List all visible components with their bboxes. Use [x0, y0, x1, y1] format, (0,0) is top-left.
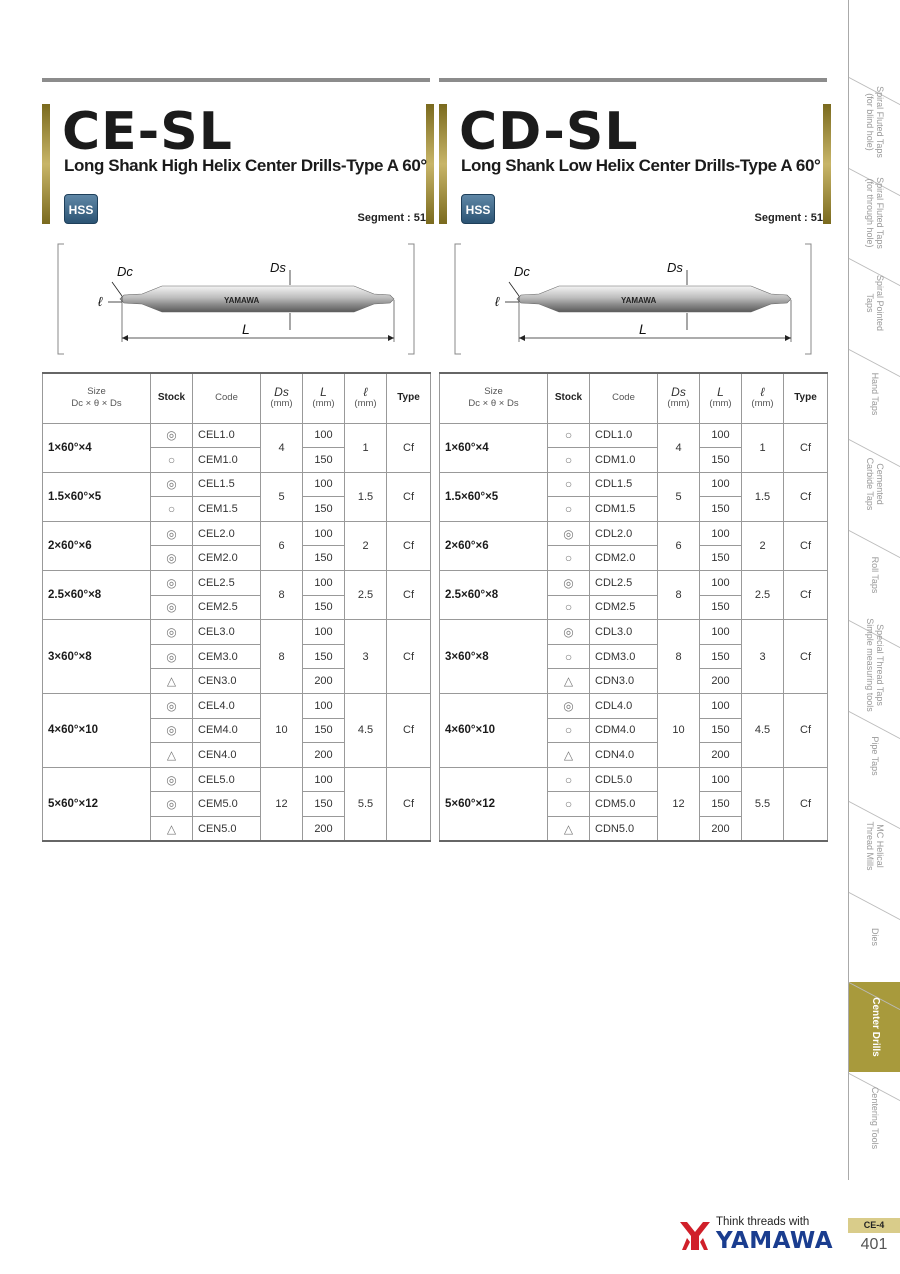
table-row [440, 472, 828, 497]
tab-special-thread-taps[interactable] [849, 620, 900, 710]
code-cell: CDN5.0 [590, 817, 658, 842]
code-cell: CEL1.0 [193, 423, 261, 448]
gold-accent-bar [439, 104, 447, 224]
length-cell: 200 [700, 817, 742, 842]
tab-label [870, 997, 880, 1056]
drill-brand-mark: YAMAWA [621, 296, 657, 305]
stock-cell: ◎ [151, 644, 193, 669]
table-row [440, 423, 828, 448]
length-cell: 150 [700, 595, 742, 620]
category-tabs [848, 0, 900, 1180]
drill-diagram [42, 240, 430, 364]
tab-label-main: Pipe Taps [870, 735, 880, 776]
flute-length-cell: 1.5 [345, 472, 387, 521]
stock-cell: ○ [548, 423, 590, 448]
type-cell: Cf [387, 694, 431, 768]
stock-cell: ◎ [548, 571, 590, 596]
flute-length-cell: 3 [345, 620, 387, 694]
code-cell: CEL3.0 [193, 620, 261, 645]
size-cell: 2×60°×6 [440, 521, 548, 570]
ds-cell: 4 [261, 423, 303, 472]
stock-cell: △ [548, 743, 590, 768]
tab-center-drills[interactable] [849, 982, 900, 1072]
l-big-label: L [242, 321, 250, 337]
tab-label-main: Spiral Fluted Taps [875, 86, 885, 158]
ds-cell: 5 [261, 472, 303, 521]
table-header-row [440, 373, 828, 423]
length-cell: 150 [303, 595, 345, 620]
length-cell: 100 [700, 571, 742, 596]
stock-cell: ○ [548, 448, 590, 473]
size-cell: 2×60°×6 [43, 521, 151, 570]
tab-label [870, 556, 880, 593]
flute-length-cell: 1 [742, 423, 784, 472]
col-stock: Stock [548, 373, 590, 423]
size-cell: 1×60°×4 [440, 423, 548, 472]
tab-cemented[interactable] [849, 439, 900, 529]
product-title: CE-SL [62, 102, 233, 162]
stock-cell: ◎ [151, 423, 193, 448]
size-cell: 5×60°×12 [440, 767, 548, 841]
ds-cell: 10 [658, 694, 700, 768]
stock-cell: ○ [548, 644, 590, 669]
stock-cell: ◎ [151, 571, 193, 596]
type-cell: Cf [387, 620, 431, 694]
tab-label-sub: Thread Mills [865, 821, 875, 871]
cd-sl-spec-table [439, 372, 828, 842]
tab-label-main: MC Helical [875, 824, 885, 868]
length-cell: 100 [303, 472, 345, 497]
code-cell: CDM5.0 [590, 792, 658, 817]
col-ds: Ds (mm) [261, 373, 303, 423]
table-row [43, 472, 431, 497]
hss-badge: HSS [64, 194, 98, 224]
code-cell: CEL2.5 [193, 571, 261, 596]
tab-label-sub: Simple measuring tools [865, 618, 875, 712]
length-cell: 100 [303, 694, 345, 719]
size-cell: 4×60°×10 [440, 694, 548, 768]
type-cell: Cf [784, 620, 828, 694]
ds-cell: 6 [261, 521, 303, 570]
length-cell: 150 [700, 497, 742, 522]
stock-cell: ○ [151, 448, 193, 473]
tab-label [870, 736, 880, 775]
table-row [43, 423, 431, 448]
tab-label [870, 1086, 880, 1148]
col-stock: Stock [151, 373, 193, 423]
tab-label-sub: (for through hole) [865, 177, 875, 248]
code-cell: CEN3.0 [193, 669, 261, 694]
col-size: Size Dc × θ × Ds [440, 373, 548, 423]
stock-cell: ○ [548, 497, 590, 522]
length-cell: 150 [700, 546, 742, 571]
ds-cell: 8 [658, 571, 700, 620]
ds-cell: 8 [261, 571, 303, 620]
l-big-label: L [639, 321, 647, 337]
length-cell: 150 [700, 718, 742, 743]
code-cell: CDL5.0 [590, 767, 658, 792]
gold-accent-bar [823, 104, 831, 224]
col-code: Code [193, 373, 261, 423]
length-cell: 100 [303, 571, 345, 596]
code-cell: CDM2.0 [590, 546, 658, 571]
col-length: L (mm) [303, 373, 345, 423]
length-cell: 200 [700, 669, 742, 694]
size-cell: 3×60°×8 [43, 620, 151, 694]
code-cell: CEL4.0 [193, 694, 261, 719]
length-cell: 100 [700, 620, 742, 645]
tab-label-main: Centering Tools [870, 1086, 880, 1149]
flute-length-cell: 4.5 [742, 694, 784, 768]
size-cell: 5×60°×12 [43, 767, 151, 841]
flute-length-cell: 4.5 [345, 694, 387, 768]
flute-length-cell: 1.5 [742, 472, 784, 521]
stock-cell: ◎ [151, 718, 193, 743]
length-cell: 150 [700, 792, 742, 817]
tab-label [865, 177, 885, 249]
table-row [440, 694, 828, 719]
ds-label: Ds [270, 260, 286, 275]
tab-divider [849, 530, 900, 559]
length-cell: 150 [303, 718, 345, 743]
col-flute-length: ℓ (mm) [345, 373, 387, 423]
code-cell: CEM4.0 [193, 718, 261, 743]
col-type: Type [387, 373, 431, 423]
l-small-label: ℓ [98, 294, 103, 309]
stock-cell: ◎ [151, 595, 193, 620]
code-cell: CEM2.5 [193, 595, 261, 620]
length-cell: 200 [303, 669, 345, 694]
table-row [43, 694, 431, 719]
stock-cell: ◎ [548, 620, 590, 645]
tab-label-main: Center Drills [870, 997, 881, 1057]
tab-hand-taps[interactable] [849, 349, 900, 439]
col-length: L (mm) [700, 373, 742, 423]
stock-cell: ○ [548, 546, 590, 571]
type-cell: Cf [387, 571, 431, 620]
flute-length-cell: 2 [345, 521, 387, 570]
code-cell: CEM1.5 [193, 497, 261, 522]
segment-label: Segment : 51 [357, 212, 426, 224]
length-cell: 200 [700, 743, 742, 768]
tab-label-sub: (for blind hole) [865, 93, 875, 151]
length-cell: 100 [303, 423, 345, 448]
tab-label [870, 372, 880, 415]
code-cell: CEL2.0 [193, 521, 261, 546]
code-cell: CDL3.0 [590, 620, 658, 645]
tab-label [870, 927, 880, 945]
tab-label-main: Dies [870, 927, 880, 946]
tab-label [865, 618, 885, 712]
length-cell: 100 [700, 694, 742, 719]
code-cell: CEM1.0 [193, 448, 261, 473]
length-cell: 100 [700, 423, 742, 448]
ds-cell: 12 [261, 767, 303, 841]
size-cell: 1.5×60°×5 [440, 472, 548, 521]
type-cell: Cf [784, 472, 828, 521]
bracket-right [805, 244, 811, 354]
col-flute-length: ℓ (mm) [742, 373, 784, 423]
length-cell: 100 [700, 521, 742, 546]
code-cell: CDL1.0 [590, 423, 658, 448]
logo-wordmark: YAMAWA [716, 1228, 834, 1254]
bracket-right [408, 244, 414, 354]
code-cell: CDM3.0 [590, 644, 658, 669]
yamawa-logo-icon [678, 1218, 712, 1252]
logo-tagline: Think threads with [716, 1216, 810, 1228]
length-cell: 100 [700, 767, 742, 792]
tab-roll-taps[interactable] [849, 530, 900, 620]
code-cell: CEL1.5 [193, 472, 261, 497]
code-cell: CEM2.0 [193, 546, 261, 571]
gold-accent-bar [426, 104, 434, 224]
length-cell: 150 [303, 448, 345, 473]
table-row [43, 571, 431, 596]
col-type: Type [784, 373, 828, 423]
tab-label-sub: Taps [865, 293, 875, 313]
tab-label-main: Cemented [875, 463, 885, 505]
length-cell: 150 [303, 644, 345, 669]
stock-cell: ◎ [151, 472, 193, 497]
code-cell: CDL1.5 [590, 472, 658, 497]
table-row [440, 620, 828, 645]
stock-cell: △ [151, 743, 193, 768]
tab-spiral-pointed[interactable] [849, 258, 900, 348]
type-cell: Cf [387, 472, 431, 521]
ds-cell: 5 [658, 472, 700, 521]
tab-label [865, 821, 885, 870]
table-row [440, 767, 828, 792]
tab-label-main: Special Thread Taps [875, 624, 885, 706]
stock-cell: ○ [548, 792, 590, 817]
flute-length-cell: 3 [742, 620, 784, 694]
ds-cell: 8 [261, 620, 303, 694]
table-row [43, 767, 431, 792]
stock-cell: ◎ [151, 521, 193, 546]
type-cell: Cf [784, 571, 828, 620]
ds-cell: 6 [658, 521, 700, 570]
type-cell: Cf [784, 767, 828, 841]
stock-cell: △ [548, 669, 590, 694]
code-cell: CEN4.0 [193, 743, 261, 768]
yamawa-logo [678, 1214, 833, 1254]
product-subtitle: Long Shank Low Helix Center Drills-Type A 60° [461, 156, 821, 175]
page-number: 401 [860, 1236, 888, 1253]
l-small-label: ℓ [495, 294, 500, 309]
flute-length-cell: 2.5 [742, 571, 784, 620]
product-subtitle: Long Shank High Helix Center Drills-Type A 60° [64, 156, 427, 175]
length-cell: 150 [700, 448, 742, 473]
size-cell: 2.5×60°×8 [43, 571, 151, 620]
type-cell: Cf [784, 521, 828, 570]
ds-cell: 8 [658, 620, 700, 694]
tab-divider [849, 711, 900, 740]
bracket-left [58, 244, 64, 354]
size-cell: 2.5×60°×8 [440, 571, 548, 620]
center-drill-illustration [439, 240, 827, 364]
type-cell: Cf [784, 423, 828, 472]
gold-accent-bar [42, 104, 50, 224]
tab-label-main: Roll Taps [870, 556, 880, 593]
stock-cell: △ [151, 817, 193, 842]
right-product-panel [439, 78, 827, 364]
code-cell: CEN5.0 [193, 817, 261, 842]
stock-cell: ○ [548, 472, 590, 497]
length-cell: 100 [303, 620, 345, 645]
stock-cell: ◎ [151, 694, 193, 719]
code-cell: CDL2.0 [590, 521, 658, 546]
dc-label: Dc [117, 264, 133, 279]
tab-dies[interactable] [849, 892, 900, 982]
stock-cell: ◎ [548, 521, 590, 546]
tab-label [865, 86, 885, 158]
size-cell: 1×60°×4 [43, 423, 151, 472]
stock-cell: ○ [151, 497, 193, 522]
tab-label-main: Spiral Pointed [875, 274, 885, 332]
length-cell: 150 [700, 644, 742, 669]
dc-leader [509, 282, 519, 296]
code-cell: CDL2.5 [590, 571, 658, 596]
product-header [439, 100, 827, 238]
flute-length-cell: 2 [742, 521, 784, 570]
type-cell: Cf [784, 694, 828, 768]
bracket-left [455, 244, 461, 354]
length-cell: 150 [303, 497, 345, 522]
length-cell: 100 [303, 521, 345, 546]
ds-cell: 12 [658, 767, 700, 841]
product-title: CD-SL [459, 102, 639, 162]
top-rule [439, 78, 827, 82]
tab-centering-tools[interactable] [849, 1073, 900, 1163]
code-cell: CDM1.0 [590, 448, 658, 473]
col-code: Code [590, 373, 658, 423]
code-cell: CDN3.0 [590, 669, 658, 694]
tab-label-sub: Carbide Taps [865, 457, 875, 511]
type-cell: Cf [387, 767, 431, 841]
length-cell: 100 [303, 767, 345, 792]
length-cell: 150 [303, 546, 345, 571]
type-cell: Cf [387, 423, 431, 472]
hss-badge: HSS [461, 194, 495, 224]
code-cell: CEM5.0 [193, 792, 261, 817]
stock-cell: ◎ [548, 694, 590, 719]
code-cell: CEM3.0 [193, 644, 261, 669]
ds-cell: 4 [658, 423, 700, 472]
stock-cell: ○ [548, 767, 590, 792]
stock-cell: ○ [548, 718, 590, 743]
stock-cell: △ [151, 669, 193, 694]
stock-cell: △ [548, 817, 590, 842]
table-row [440, 571, 828, 596]
tab-label-main: Hand Taps [870, 372, 880, 415]
size-cell: 1.5×60°×5 [43, 472, 151, 521]
code-cell: CDM4.0 [590, 718, 658, 743]
tab-label [865, 458, 885, 511]
product-header [42, 100, 430, 238]
length-cell: 200 [303, 743, 345, 768]
length-cell: 200 [303, 817, 345, 842]
flute-length-cell: 5.5 [742, 767, 784, 841]
stock-cell: ◎ [151, 546, 193, 571]
code-cell: CEL5.0 [193, 767, 261, 792]
flute-length-cell: 5.5 [345, 767, 387, 841]
flute-length-cell: 2.5 [345, 571, 387, 620]
length-cell: 100 [700, 472, 742, 497]
left-product-panel [42, 78, 430, 364]
stock-cell: ○ [548, 595, 590, 620]
drill-diagram [439, 240, 827, 364]
tab-pipe-taps[interactable] [849, 711, 900, 801]
code-cell: CDN4.0 [590, 743, 658, 768]
flute-length-cell: 1 [345, 423, 387, 472]
code-cell: CDL4.0 [590, 694, 658, 719]
page-code: CE-4 [848, 1218, 900, 1233]
table-row [43, 620, 431, 645]
ds-cell: 10 [261, 694, 303, 768]
table-row [43, 521, 431, 546]
table-row [440, 521, 828, 546]
code-cell: CDM2.5 [590, 595, 658, 620]
tab-spiral-fluted-taps[interactable] [849, 77, 900, 167]
stock-cell: ◎ [151, 792, 193, 817]
segment-label: Segment : 51 [754, 212, 823, 224]
ce-sl-spec-table [42, 372, 431, 842]
tab-mc-helical[interactable] [849, 801, 900, 891]
drill-brand-mark: YAMAWA [224, 296, 260, 305]
tab-label-main: Spiral Fluted Taps [875, 176, 885, 249]
type-cell: Cf [387, 521, 431, 570]
col-size: Size Dc × θ × Ds [43, 373, 151, 423]
ds-label: Ds [667, 260, 683, 275]
top-rule [42, 78, 430, 82]
col-ds: Ds (mm) [658, 373, 700, 423]
dc-leader [112, 282, 122, 296]
stock-cell: ◎ [151, 767, 193, 792]
code-cell: CDM1.5 [590, 497, 658, 522]
table-header-row [43, 373, 431, 423]
center-drill-illustration [42, 240, 430, 364]
dc-label: Dc [514, 264, 530, 279]
length-cell: 150 [303, 792, 345, 817]
tab-divider [849, 892, 900, 921]
stock-cell: ◎ [151, 620, 193, 645]
size-cell: 4×60°×10 [43, 694, 151, 768]
tab-label [865, 275, 885, 331]
tab-spiral-fluted-taps[interactable] [849, 168, 900, 258]
size-cell: 3×60°×8 [440, 620, 548, 694]
